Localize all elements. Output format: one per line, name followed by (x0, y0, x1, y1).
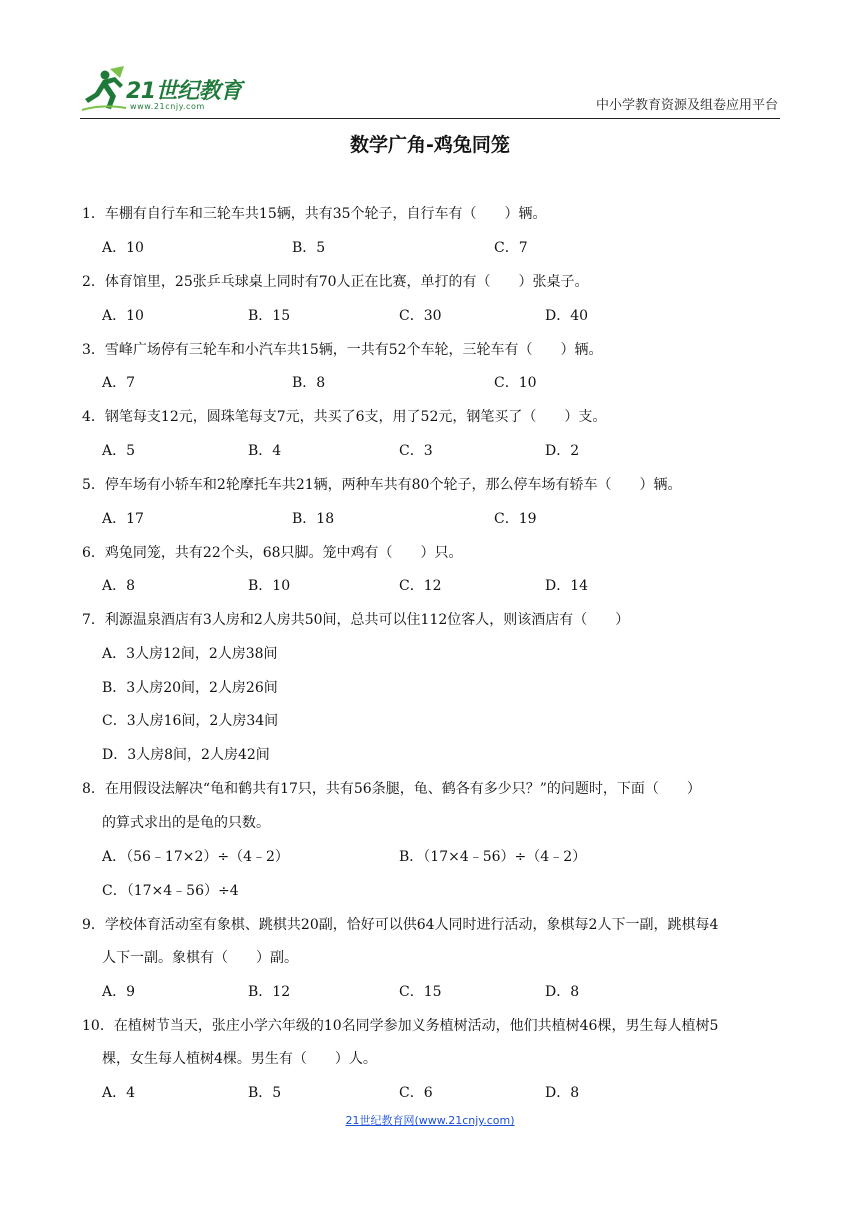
question-4-option-d: D．2 (545, 443, 580, 459)
question-10-option-a: A．4 (102, 1085, 136, 1101)
question-5-option-a: A．17 (102, 511, 144, 527)
question-9-option-d: D．8 (545, 984, 580, 1000)
question-2-option-d: D．40 (545, 308, 589, 324)
question-9-stem: 9．学校体育活动室有象棋、跳棋共20副，恰好可以供64人同时进行活动，象棋每2人下一副，跳棋每4 (82, 917, 719, 933)
question-1-option-b: B．5 (292, 240, 326, 256)
question-10-option-b: B．5 (248, 1085, 282, 1101)
question-10-stem: 10．在植树节当天，张庄小学六年级的10名同学参加义务植树活动，他们共植树46棵，男生每人植树5 (82, 1018, 719, 1034)
question-9-option-b: B．12 (248, 984, 291, 1000)
question-10-option-c: C．6 (399, 1085, 433, 1101)
logo-url: www.21cnjy.com (130, 102, 205, 111)
question-5-stem: 5．停车场有小轿车和2轮摩托车共21辆，两种车共有80个轮子，那么停车场有轿车（ ）辆。 (82, 477, 682, 493)
question-1-option-a: A．10 (102, 240, 144, 256)
question-7-option-b: B．3人房20间，2人房26间 (102, 680, 278, 696)
question-1-stem: 1．车棚有自行车和三轮车共15辆，共有35个轮子，自行车有（ ）辆。 (82, 206, 547, 222)
question-8-option-b: B．（17×4﹣56）÷（4﹣2） (399, 849, 587, 865)
logo (80, 66, 255, 114)
footer-link[interactable]: 21世纪教育网(www.21cnjy.com) (345, 1114, 515, 1127)
runner-logo-icon (80, 66, 128, 112)
question-4-option-a: A．5 (102, 443, 136, 459)
question-8-stem: 8．在用假设法解决“龟和鹤共有17只，共有56条腿，龟、鹤各有多少只？”的问题时，下面（ ） (82, 781, 701, 797)
question-2-option-b: B．15 (248, 308, 291, 324)
question-3-option-c: C．10 (494, 375, 537, 391)
question-8-stem-continued: 的算式求出的是龟的只数。 (102, 815, 270, 831)
question-9-stem-continued: 人下一副。象棋有（ ）副。 (102, 950, 298, 966)
question-6-option-d: D．14 (545, 578, 589, 594)
question-8-option-a: A．（56﹣17×2）÷（4﹣2） (102, 849, 289, 865)
document-title: 数学广角-鸡兔同笼 (350, 134, 510, 156)
question-1-option-c: C．7 (494, 240, 528, 256)
question-6-option-b: B．10 (248, 578, 291, 594)
question-4-stem: 4．钢笔每支12元，圆珠笔每支7元，共买了6支，用了52元，钢笔买了（ ）支。 (82, 409, 607, 425)
question-5-option-c: C．19 (494, 511, 537, 527)
question-10-stem-continued: 棵，女生每人植树4棵。男生有（ ）人。 (102, 1051, 377, 1067)
question-6-stem: 6．鸡兔同笼，共有22个头，68只脚。笼中鸡有（ ）只。 (82, 545, 463, 561)
question-2-stem: 2．体育馆里，25张乒乓球桌上同时有70人正在比赛，单打的有（ ）张桌子。 (82, 274, 589, 290)
question-10-option-d: D．8 (545, 1085, 580, 1101)
question-3-option-b: B．8 (292, 375, 326, 391)
question-2-option-a: A．10 (102, 308, 144, 324)
question-7-option-a: A．3人房12间，2人房38间 (102, 646, 278, 662)
question-8-option-c: C．（17×4﹣56）÷4 (102, 883, 239, 899)
question-3-option-a: A．7 (102, 375, 136, 391)
header-tagline: 中小学教育资源及组卷应用平台 (595, 98, 778, 113)
question-5-option-b: B．18 (292, 511, 335, 527)
question-6-option-c: C．12 (399, 578, 442, 594)
question-3-stem: 3．雪峰广场停有三轮车和小汽车共15辆，一共有52个车轮，三轮车有（ ）辆。 (82, 342, 603, 358)
question-9-option-c: C．15 (399, 984, 442, 1000)
question-7-option-c: C．3人房16间，2人房34间 (102, 713, 279, 729)
page-header (80, 62, 780, 119)
question-9-option-a: A．9 (102, 984, 136, 1000)
logo-text: 21世纪教育 (126, 79, 242, 104)
question-4-option-c: C．3 (399, 443, 433, 459)
question-2-option-c: C．30 (399, 308, 442, 324)
question-4-option-b: B．4 (248, 443, 282, 459)
question-7-option-d: D．3人房8间，2人房42间 (102, 747, 270, 763)
question-7-stem: 7．利源温泉酒店有3人房和2人房共50间，总共可以住112位客人，则该酒店有（ ） (82, 612, 630, 628)
question-6-option-a: A．8 (102, 578, 136, 594)
